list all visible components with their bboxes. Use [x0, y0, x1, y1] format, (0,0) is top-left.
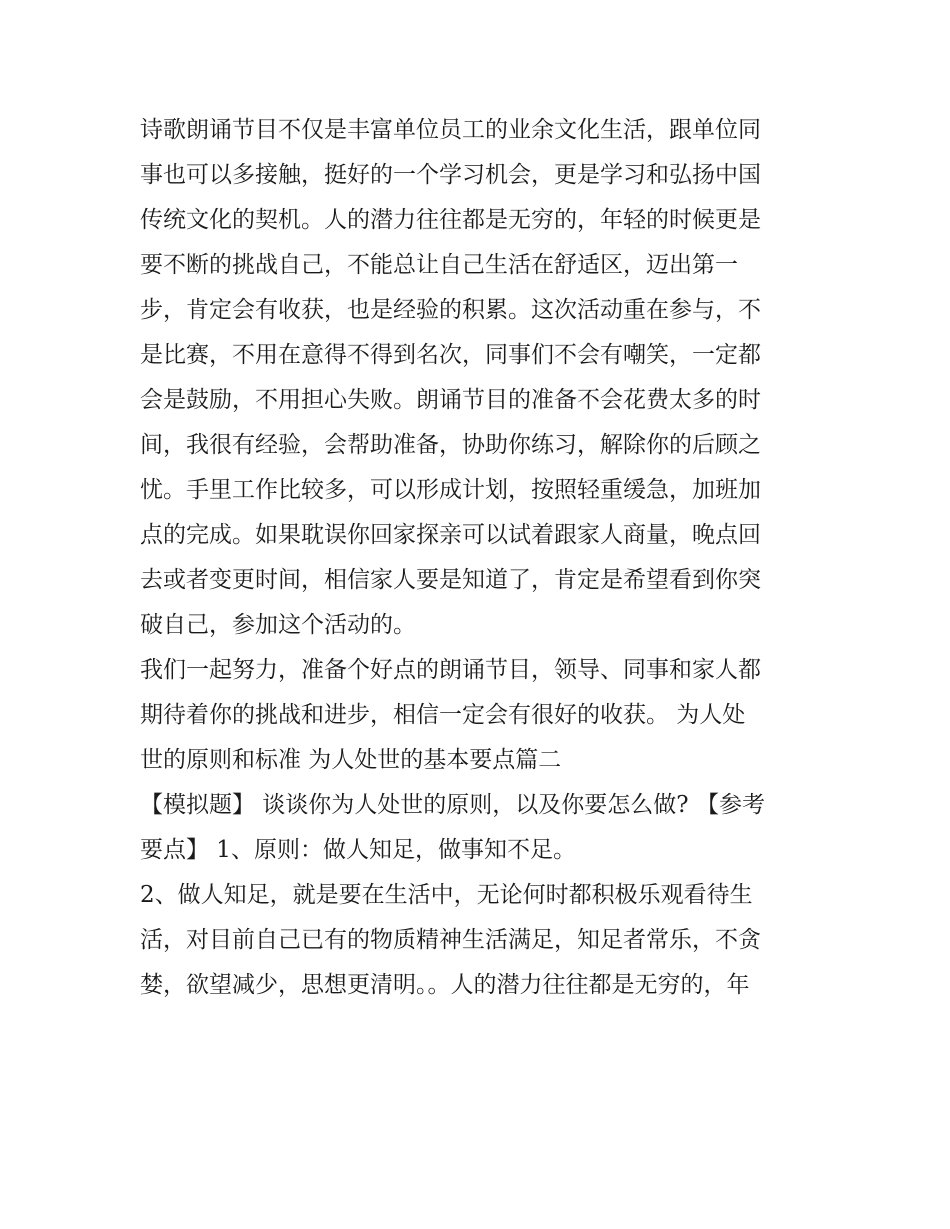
text-line: 世的原则和标准 为人处世的基本要点篇二 — [140, 747, 562, 773]
text-line: 去或者变更时间，相信家人要是知道了，肯定是希望看到你突 — [140, 567, 761, 593]
text-line: 期待着你的挑战和进步，相信一定会有很好的收获。 为人处 — [140, 702, 746, 728]
text-line: 我们一起努力，准备个好点的朗诵节目，领导、同事和家人都 — [140, 657, 761, 683]
text-line: 要点】 1、原则：做人知足，做事知不足。 — [140, 837, 576, 863]
text-line: 活，对目前自己已有的物质精神生活满足，知足者常乐，不贪 — [140, 927, 761, 953]
text-line: 婪，欲望减少，思想更清明。。人的潜力往往都是无穷的，年 — [140, 972, 750, 998]
text-line: 会是鼓励，不用担心失败。朗诵节目的准备不会花费太多的时 — [140, 387, 761, 413]
text-line: 【模拟题】 谈谈你为人处世的原则，以及你要怎么做? 【参考 — [140, 792, 765, 818]
text-line: 要不断的挑战自己，不能总让自己生活在舒适区，迈出第一 — [140, 252, 738, 278]
text-line: 2、做人知足，就是要在生活中，无论何时都积极乐观看待生 — [140, 882, 753, 908]
text-line: 是比赛，不用在意得不得到名次，同事们不会有嘲笑，一定都 — [140, 342, 761, 368]
text-line: 破自己，参加这个活动的。 — [140, 612, 416, 638]
text-line: 步，肯定会有收获，也是经验的积累。这次活动重在参与，不 — [140, 297, 761, 323]
text-line: 诗歌朗诵节目不仅是丰富单位员工的业余文化生活，跟单位同 — [140, 117, 761, 143]
text-line: 忧。手里工作比较多，可以形成计划，按照轻重缓急，加班加 — [140, 477, 761, 503]
text-line: 事也可以多接触，挺好的一个学习机会，更是学习和弘扬中国 — [140, 162, 761, 188]
document-body — [140, 108, 820, 1008]
text-line: 传统文化的契机。人的潜力往往都是无穷的，年轻的时候更是 — [140, 207, 761, 233]
text-line: 间，我很有经验，会帮助准备，协助你练习，解除你的后顾之 — [140, 432, 761, 458]
text-line: 点的完成。如果耽误你回家探亲可以试着跟家人商量，晚点回 — [140, 522, 761, 548]
